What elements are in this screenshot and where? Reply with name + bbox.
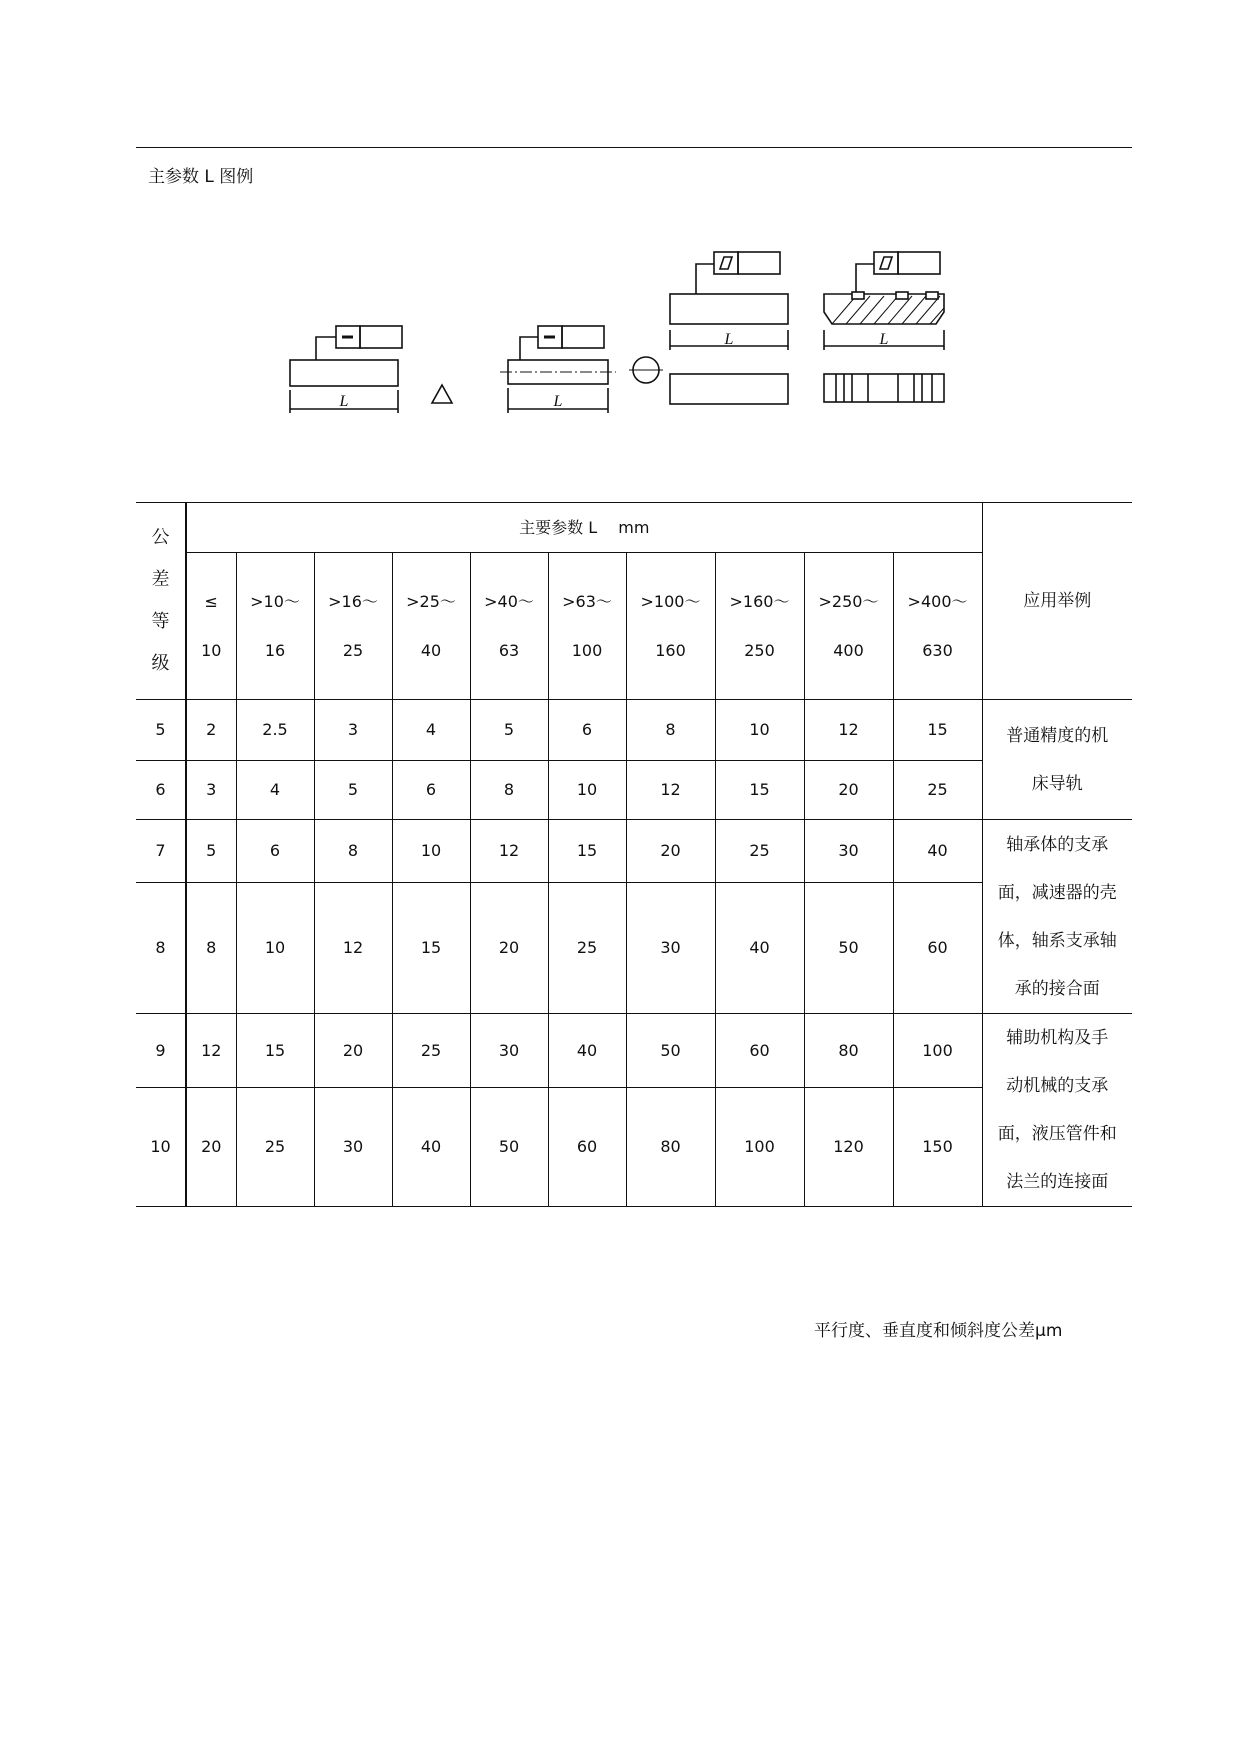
- value-cell: 100: [715, 1087, 804, 1206]
- value-cell: 15: [236, 1014, 314, 1088]
- value-cell: 40: [392, 1087, 470, 1206]
- parameter-L-figure: [280, 240, 980, 420]
- value-cell: 150: [893, 1087, 982, 1206]
- application-cell: 普通精度的机 床导轨: [982, 700, 1132, 820]
- value-cell: 5: [314, 761, 392, 820]
- range-header: >40～ 63: [470, 553, 548, 700]
- value-cell: 50: [470, 1087, 548, 1206]
- value-cell: 12: [626, 761, 715, 820]
- value-cell: 10: [236, 883, 314, 1014]
- value-cell: 40: [548, 1014, 626, 1088]
- grade-cell: 6: [136, 761, 186, 820]
- value-cell: 50: [804, 883, 893, 1014]
- grade-cell: 7: [136, 820, 186, 883]
- value-cell: 120: [804, 1087, 893, 1206]
- value-cell: 100: [893, 1014, 982, 1088]
- value-cell: 10: [392, 820, 470, 883]
- value-cell: 25: [392, 1014, 470, 1088]
- range-header: >100～ 160: [626, 553, 715, 700]
- value-cell: 30: [470, 1014, 548, 1088]
- value-cell: 10: [715, 700, 804, 761]
- triangle-symbol-icon: [432, 385, 452, 403]
- value-cell: 25: [236, 1087, 314, 1206]
- length-label-3: L: [724, 331, 734, 348]
- application-header: 应用举例: [982, 503, 1132, 700]
- table-row: [136, 1014, 1132, 1088]
- figure-caption: 主参数 L 图例: [148, 167, 254, 187]
- value-cell: 8: [470, 761, 548, 820]
- value-cell: 80: [626, 1087, 715, 1206]
- application-cell: 辅助机构及手 动机械的支承 面，液压管件和 法兰的连接面: [982, 1014, 1132, 1207]
- value-cell: 10: [548, 761, 626, 820]
- grade-cell: 9: [136, 1014, 186, 1088]
- value-cell: 15: [715, 761, 804, 820]
- value-cell: 4: [392, 700, 470, 761]
- value-cell: 2.5: [236, 700, 314, 761]
- value-cell: 15: [893, 700, 982, 761]
- value-cell: 60: [715, 1014, 804, 1088]
- tolerance-table: [136, 502, 1132, 1207]
- length-label-2: L: [553, 393, 563, 410]
- range-header: >160～ 250: [715, 553, 804, 700]
- value-cell: 25: [715, 820, 804, 883]
- grade-header: 公 差 等 级: [136, 503, 186, 700]
- value-cell: 20: [470, 883, 548, 1014]
- length-label-4: L: [879, 331, 889, 348]
- range-header: ≤ 10: [186, 553, 236, 700]
- value-cell: 20: [186, 1087, 236, 1206]
- value-cell: 2: [186, 700, 236, 761]
- grade-cell: 5: [136, 700, 186, 761]
- value-cell: 30: [626, 883, 715, 1014]
- range-header: >63～ 100: [548, 553, 626, 700]
- value-cell: 25: [548, 883, 626, 1014]
- value-cell: 8: [626, 700, 715, 761]
- grade-cell: 8: [136, 883, 186, 1014]
- value-cell: 6: [392, 761, 470, 820]
- range-header: >400～ 630: [893, 553, 982, 700]
- value-cell: 4: [236, 761, 314, 820]
- table-caption: 平行度、垂直度和倾斜度公差μm: [814, 1321, 1063, 1341]
- param-header: 主要参数 L mm: [186, 503, 982, 553]
- value-cell: 12: [186, 1014, 236, 1088]
- value-cell: 50: [626, 1014, 715, 1088]
- value-cell: 20: [626, 820, 715, 883]
- value-cell: 80: [804, 1014, 893, 1088]
- value-cell: 6: [548, 700, 626, 761]
- value-cell: 20: [804, 761, 893, 820]
- range-header: >10～ 16: [236, 553, 314, 700]
- value-cell: 8: [186, 883, 236, 1014]
- value-cell: 6: [236, 820, 314, 883]
- value-cell: 40: [715, 883, 804, 1014]
- part-4-housing: [824, 252, 944, 402]
- range-header: >16～ 25: [314, 553, 392, 700]
- value-cell: 8: [314, 820, 392, 883]
- value-cell: 15: [392, 883, 470, 1014]
- value-cell: 5: [470, 700, 548, 761]
- value-cell: 12: [804, 700, 893, 761]
- value-cell: 15: [548, 820, 626, 883]
- value-cell: 20: [314, 1014, 392, 1088]
- value-cell: 3: [314, 700, 392, 761]
- top-rule: [136, 147, 1132, 148]
- value-cell: 40: [893, 820, 982, 883]
- value-cell: 60: [548, 1087, 626, 1206]
- grade-cell: 10: [136, 1087, 186, 1206]
- value-cell: 25: [893, 761, 982, 820]
- length-label-1: L: [339, 393, 349, 410]
- table-row: [136, 700, 1132, 761]
- value-cell: 12: [314, 883, 392, 1014]
- circle-symbol-icon: [629, 357, 663, 383]
- value-cell: 12: [470, 820, 548, 883]
- application-cell: 轴承体的支承 面，减速器的壳 体，轴系支承轴 承的接合面: [982, 820, 1132, 1014]
- range-header: >250～ 400: [804, 553, 893, 700]
- value-cell: 5: [186, 820, 236, 883]
- value-cell: 30: [804, 820, 893, 883]
- range-header: >25～ 40: [392, 553, 470, 700]
- table-row: [136, 820, 1132, 883]
- value-cell: 60: [893, 883, 982, 1014]
- part-3-rail: [670, 252, 788, 404]
- value-cell: 3: [186, 761, 236, 820]
- value-cell: 30: [314, 1087, 392, 1206]
